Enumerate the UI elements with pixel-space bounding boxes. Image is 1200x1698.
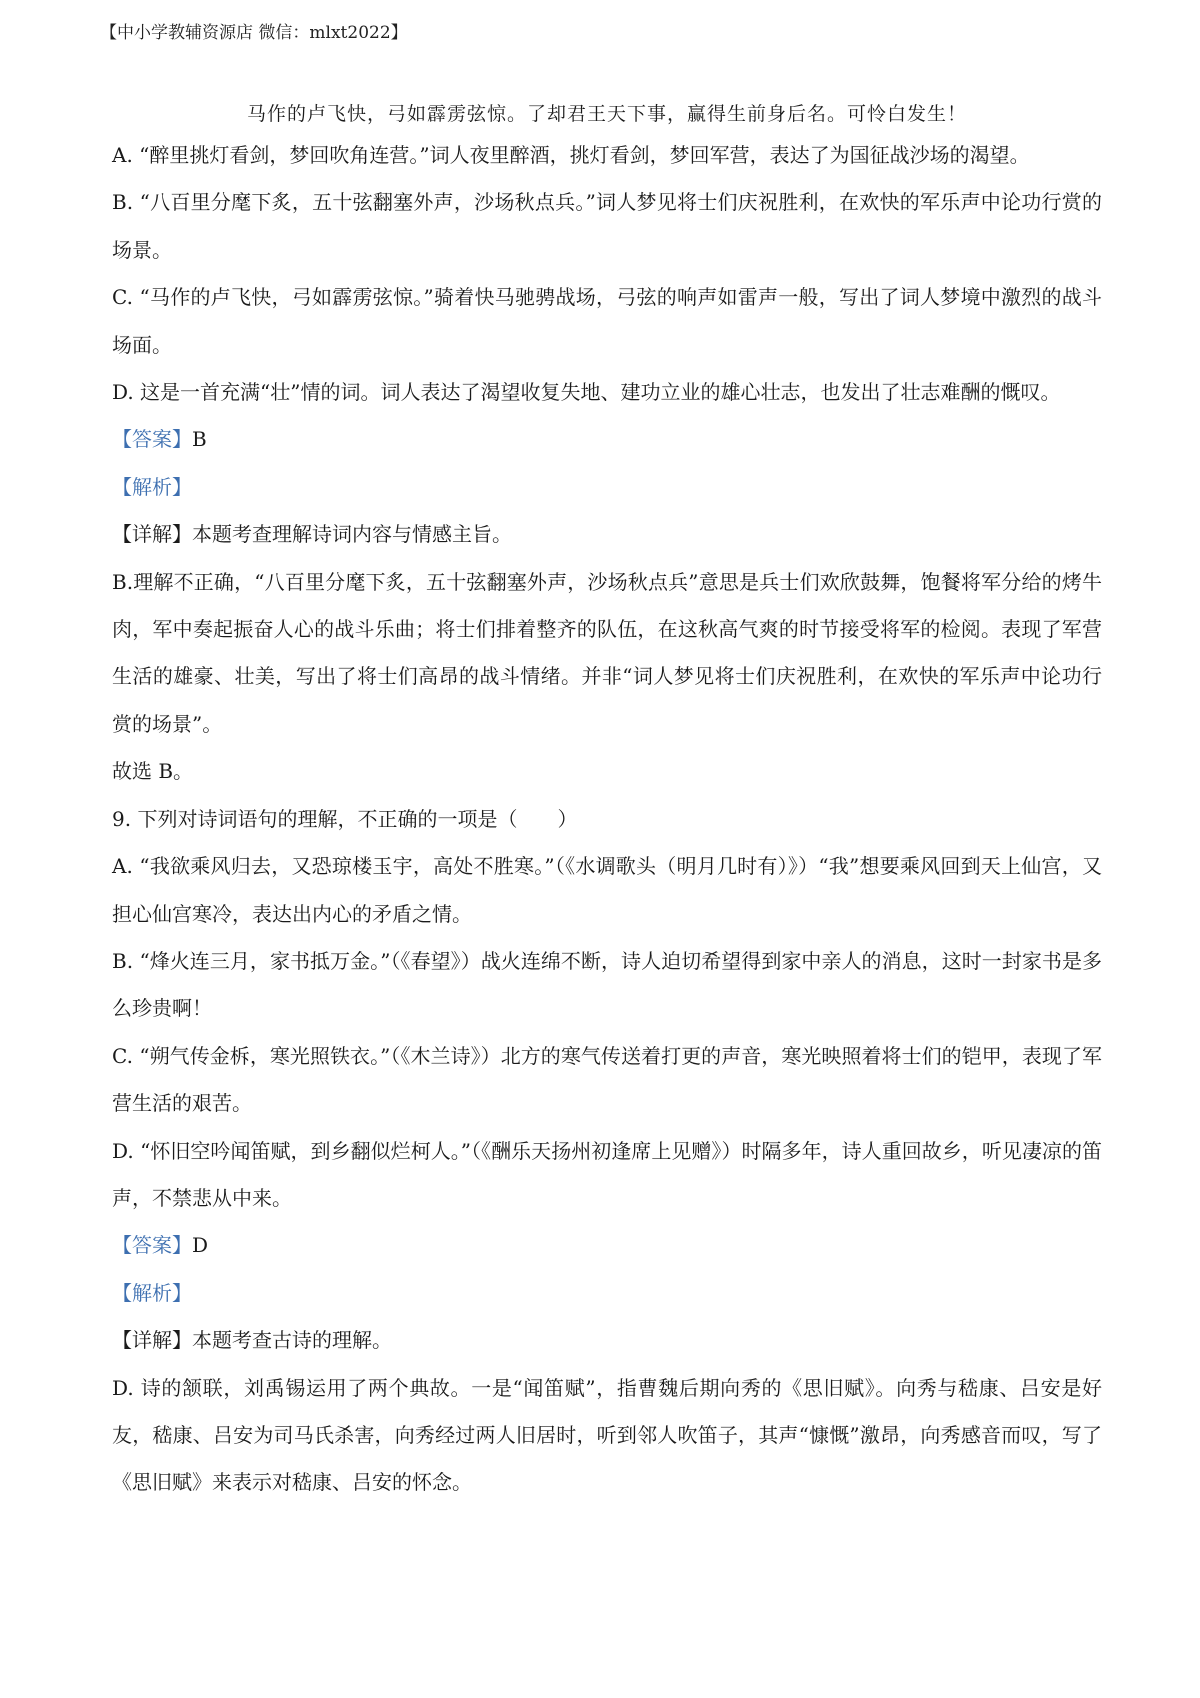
q9-option-a: A. “我欲乘风归去，又恐琼楼玉宇，高处不胜寒。”（《水调歌头（明月几时有）》）“我”想要乘风回到天上仙宫，又担心仙宫寒冷，表达出内心的矛盾之情。 [112,854,1102,926]
page-header-watermark: 【中小学教辅资源店 微信：mlxt2022】 [100,23,408,43]
answer-tag: 【答案】 [112,427,192,452]
q8-option-d: D. 这是一首充满“壮”情的词。词人表达了渴望收复失地、建功立业的雄心壮志，也发出了壮志难酬的慨叹。 [112,380,1061,405]
answer-tag: 【答案】 [112,1233,192,1258]
q8-conclusion: 故选 B。 [112,759,194,784]
q8-option-c: C. “马作的卢飞快，弓如霹雳弦惊。”骑着快马驰骋战场，弓弦的响声如雷声一般，写出了词人梦境中激烈的战斗场面。 [112,285,1102,357]
detail-text: 本题考查理解诗词内容与情感主旨。 [192,522,512,547]
q9-answer [112,1222,1102,1269]
q9-option-b: B. “烽火连三月，家书抵万金。”（《春望》）战火连绵不断，诗人迫切希望得到家中亲人的消息，这时一封家书是多么珍贵啊！ [112,948,1102,1021]
q9-option-d: D. “怀旧空吟闻笛赋，到乡翻似烂柯人。”（《酬乐天扬州初逢席上见赠》）时隔多年，诗人重回故乡，听见凄凉的笛声，不禁悲从中来。 [112,1138,1102,1210]
analysis-tag: 【解析】 [112,474,192,499]
q9-analysis [112,1270,1102,1317]
answer-value: D [192,1233,209,1258]
analysis-tag: 【解析】 [112,1280,192,1305]
q9-detail [112,1317,1102,1364]
document-body [112,96,1102,1507]
q8-analysis [112,464,1102,511]
q9-option-c: C. “朔气传金柝，寒光照铁衣。”（《木兰诗》）北方的寒气传送着打更的声音，寒光映照着将士们的铠甲，表现了军营生活的艰苦。 [112,1043,1102,1116]
poem-line: 马作的卢飞快，弓如霹雳弦惊。了却君王天下事，赢得生前身后名。可怜白发生！ [246,103,967,125]
q9-question: 9. 下列对诗词语句的理解，不正确的一项是（ ） [112,806,578,831]
detail-tag: 【详解】 [112,522,192,547]
q8-option-b: B. “八百里分麾下炙，五十弦翻塞外声，沙场秋点兵。”词人梦见将士们庆祝胜利，在欢快的军乐声中论功行赏的场景。 [112,190,1102,262]
answer-value: B [192,427,207,452]
q8-detail [112,511,1102,558]
q9-explanation: D. 诗的颔联，刘禹锡运用了两个典故。一是“闻笛赋”，指曹魏后期向秀的《思旧赋》。向秀与嵇康、吕安是好友，嵇康、吕安为司马氏杀害，向秀经过两人旧居时，听到邻人吹笛子，其声“慷慨”激昂，向秀感音而叹，写了《思旧赋》来表示对嵇康、吕安的怀念。 [112,1375,1102,1495]
q8-explanation: B.理解不正确，“八百里分麾下炙，五十弦翻塞外声，沙场秋点兵”意思是兵士们欢欣鼓舞，饱餐将军分给的烤牛肉，军中奏起振奋人心的战斗乐曲；将士们排着整齐的队伍，在这秋高气爽的时节接受将军的检阅。表现了军营生活的雄豪、壮美，写出了将士们高昂的战斗情绪。并非“词人梦见将士们庆祝胜利，在欢快的军乐声中论功行赏的场景”。 [112,569,1102,736]
detail-tag: 【详解】 [112,1328,192,1353]
q8-option-a: A. “醉里挑灯看剑，梦回吹角连营。”词人夜里醉酒，挑灯看剑，梦回军营，表达了为国征战沙场的渴望。 [112,143,1030,167]
q8-answer [112,416,1102,463]
detail-text: 本题考查古诗的理解。 [192,1328,392,1353]
